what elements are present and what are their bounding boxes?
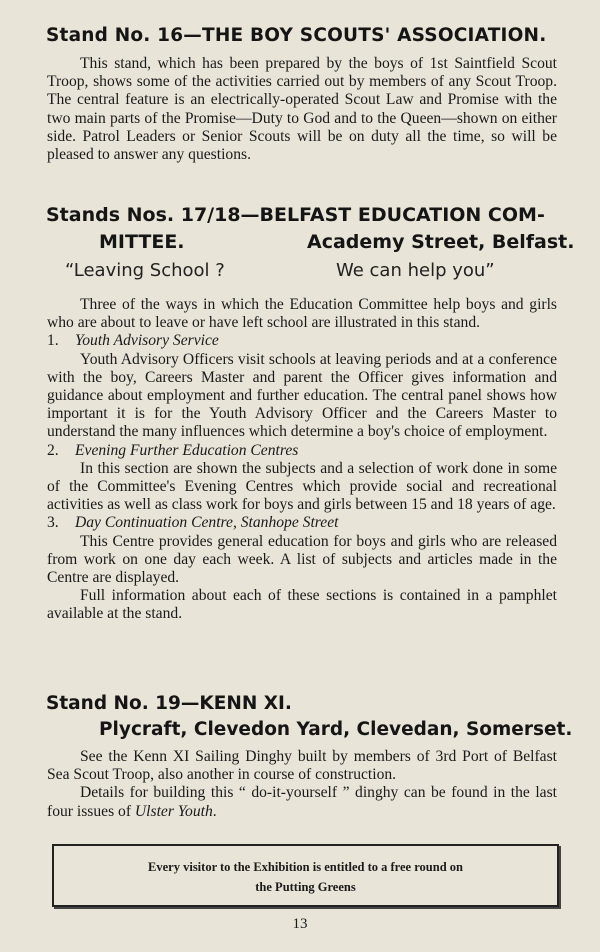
notice-line-2: the Putting Greens — [255, 880, 356, 894]
notice-line-1: Every visitor to the Exhibition is entitled to a free round on — [148, 860, 463, 874]
stand-17-18-closing: Full information about each of these sections is contained in a pamphlet available at the stand. — [47, 587, 557, 623]
stand-19-subheading: Plycraft, Clevedon Yard, Clevedan, Somerset. — [99, 719, 573, 740]
stand-16-text: This stand, which has been prepared by the boys of 1st Saintfield Scout Troop, shows some of the activities carried out by members of any Scout Troop. The central feature is an electrically-operated Scout Law and Promise with the two main parts of the Promise—Duty to God and to the Queen—shown on either side. Patrol Leaders or Senior Scouts will be on duty all the time, so will be pleased to answer any questions. — [47, 55, 557, 164]
stand-19-heading: Stand No. 19—KENN XI. — [46, 693, 292, 714]
item-3-label: Day Continuation Centre, Stanhope Street — [75, 514, 339, 532]
stand-19-paragraph-1: See the Kenn XI Sailing Dinghy built by members of 3rd Port of Belfast Sea Scout Troop, also another in course of construction. — [47, 748, 557, 784]
slogan-right: We can help you” — [336, 260, 495, 281]
item-1-number: 1. — [47, 332, 59, 350]
stand-17-18-heading-line1: Stands Nos. 17/18—BELFAST EDUCATION COM- — [46, 204, 545, 226]
stand-16-heading: Stand No. 16—THE BOY SCOUTS' ASSOCIATION. — [46, 25, 547, 46]
stand-19-paragraph-2-text: Details for building this “ do-it-yourself ” dinghy can be found in the last four issues of — [47, 784, 557, 820]
item-3-number: 3. — [47, 514, 59, 532]
item-2-number: 2. — [47, 441, 59, 459]
stand-19-paragraph-2-end: . — [212, 802, 217, 820]
item-2-text: In this section are shown the subjects and a selection of work done in some of the Committee's Evening Centres which provide social and recreational activities as well as class work for boys and girls between 15 and 18 years of age. — [47, 459, 557, 514]
item-2-title — [47, 442, 557, 460]
stand-17-18-address: Academy Street, Belfast. — [307, 231, 575, 253]
putting-greens-notice — [52, 844, 559, 907]
stand-17-18-intro: Three of the ways in which the Education Committee help boys and girls who are about to leave or have left school are illustrated in this stand. — [47, 296, 557, 332]
stand-17-18-heading-line2-left: MITTEE. — [99, 231, 185, 253]
stand-19-body — [47, 748, 557, 821]
stand-16-paragraph — [47, 55, 557, 164]
stand-19-paragraph-2 — [47, 784, 557, 820]
item-3-text: This Centre provides general education for boys and girls who are released from work on one day each week. A list of subjects and articles made in the Centre are displayed. — [47, 532, 557, 587]
item-3-title — [47, 514, 557, 532]
item-1-label: Youth Advisory Service — [75, 332, 219, 350]
slogan-left: “Leaving School ? — [65, 260, 225, 281]
page-number: 13 — [292, 916, 308, 932]
item-2-label: Evening Further Education Centres — [75, 441, 299, 459]
stand-17-18-body — [47, 296, 557, 624]
ulster-youth-title: Ulster Youth — [134, 802, 213, 820]
item-1-title — [47, 332, 557, 350]
item-1-text: Youth Advisory Officers visit schools at leaving periods and at a conference with the boy, Careers Master and parent the Officer gives information and guidance about employment and further education. The central panel shows how important it is for the Youth Advisory Officer and the Careers Master to understand the many influences which determine a boy's choice of employment. — [47, 350, 557, 441]
